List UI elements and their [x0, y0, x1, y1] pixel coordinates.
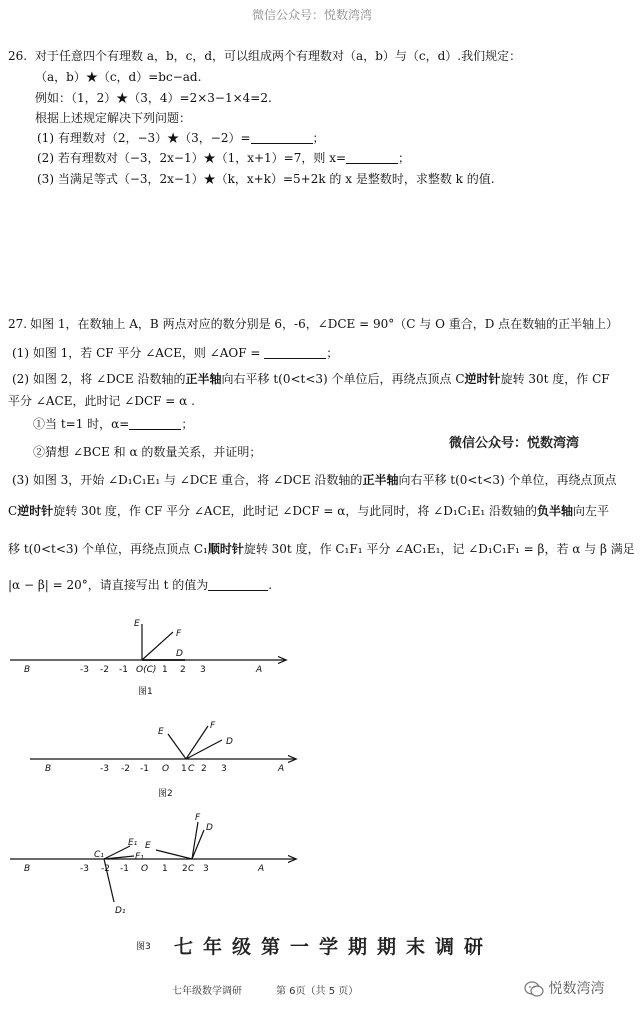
sub-question-text: (2) 若有理数对（−3，2x−1）★（1，x+1）=7，则 x=	[37, 151, 347, 165]
answer-blank[interactable]	[346, 151, 398, 164]
part-text: C	[8, 504, 18, 518]
tick-labels	[45, 764, 284, 774]
tick-label: 1	[162, 864, 168, 874]
label-f: F	[176, 629, 182, 639]
emphasis-text: 逆时针	[17, 504, 54, 518]
tick-label: -1	[120, 864, 129, 874]
tick-label: A	[258, 864, 265, 874]
tick-label: -1	[140, 764, 149, 774]
question-text-line: 对于任意四个有理数 a，b，c，d，可以组成两个有理数对（a，b）与（c，d）.我们规定：	[35, 49, 522, 63]
tick-label: O	[162, 764, 170, 774]
part-text: ①当 t=1 时，α=	[33, 417, 130, 431]
sub-question-3: (3) 当满足等式（−3，2x−1）★（k，x+k）=5+2k 的 x 是整数时，求整数 k 的值.	[37, 172, 495, 186]
question-intro: 如图 1，在数轴上 A，B 两点对应的数分别是 6，-6，∠DCE = 90°（C 与 O 重合，D 点在数轴的正半轴上）	[30, 317, 619, 331]
question-number: 27.	[8, 317, 28, 331]
tick-label: C	[188, 764, 195, 774]
part-text: 向右平移 t(0<t<3) 个单位，再绕点顶点	[398, 473, 617, 487]
punctuation: ；	[326, 346, 339, 360]
label-e: E	[145, 841, 151, 851]
part-text: 移 t(0<t<3) 个单位，再绕点顶点 C₁	[8, 542, 208, 556]
tick-label: -2	[121, 764, 130, 774]
part-3-line-1	[12, 472, 616, 488]
example-line: 例如：（1，2）★（3，4）=2×3−1×4=2.	[35, 91, 272, 105]
tick-label: 3	[203, 864, 209, 874]
part-text: |α − β| = 20°，请直接写出 t 的值为	[8, 578, 209, 592]
tick-labels	[24, 665, 262, 675]
label-d1: D₁	[115, 906, 126, 916]
tick-label: B	[45, 764, 52, 774]
part-2-ii: ②猜想 ∠BCE 和 α 的数量关系，并证明；	[33, 445, 262, 459]
page-number: 第 6页（共 5 页）	[276, 986, 359, 997]
part-text: 向左平	[573, 504, 610, 518]
definition-line: （a，b）★（c，d）=bc−ad.	[35, 70, 202, 84]
tick-label: B	[24, 864, 31, 874]
tick-label: -2	[101, 864, 110, 874]
ray-ce	[156, 850, 192, 859]
chat-bubbles-icon	[524, 980, 544, 998]
tick-label: 1	[181, 764, 187, 774]
emphasis-text: 正半轴	[362, 473, 399, 487]
tick-label: 3	[200, 665, 206, 675]
emphasis-text: 逆时针	[464, 372, 501, 386]
punctuation: .	[268, 578, 273, 592]
ray-cf	[142, 632, 173, 660]
part-text: (1) 如图 1，若 CF 平分 ∠ACE，则 ∠AOF =	[12, 346, 261, 360]
ray-cf	[192, 822, 198, 859]
brand-mark	[524, 978, 604, 998]
label-c1: C₁	[94, 850, 104, 860]
part-2-line-1	[12, 371, 610, 387]
label-d: D	[226, 737, 233, 747]
tick-label: B	[24, 665, 31, 675]
figure-caption: 图3	[136, 942, 151, 952]
exam-title: 七年级第一学期期末调研	[174, 936, 494, 958]
sub-question-1	[37, 130, 325, 146]
tick-label: O(C)	[136, 665, 157, 675]
answer-blank[interactable]	[251, 131, 313, 144]
figure-caption: 图2	[158, 789, 173, 799]
tick-label: 2	[180, 665, 186, 675]
label-d: D	[176, 649, 183, 659]
part-text: 向右平移 t(0<t<3) 个单位后，再绕点顶点 C	[221, 372, 465, 386]
ray-cd	[186, 740, 222, 759]
sub-question-2	[37, 150, 410, 166]
tick-label: -3	[80, 665, 89, 675]
tick-label: 2	[182, 864, 188, 874]
footer-left: 七年级数学调研	[172, 986, 242, 997]
label-f1: F₁	[135, 852, 144, 862]
brand-name: 悦数湾湾	[548, 981, 605, 997]
answer-blank[interactable]	[208, 578, 268, 591]
emphasis-text: 负半轴	[537, 504, 574, 518]
punctuation: ；	[312, 131, 325, 145]
tick-label: -3	[80, 864, 89, 874]
label-e: E	[158, 727, 164, 737]
part-2-line-2: 平分 ∠ACE，此时记 ∠DCF = α .	[8, 394, 195, 408]
part-text: 旋转 30t 度，作 CF 平分 ∠ACE，此时记 ∠DCF = α，与此同时，将 ∠D₁C₁E₁ 沿数轴的	[53, 504, 538, 518]
part-1	[12, 345, 338, 361]
label-f: F	[210, 721, 216, 731]
answer-blank[interactable]	[264, 346, 326, 359]
emphasis-text: 正半轴	[185, 372, 222, 386]
punctuation: ；	[181, 417, 194, 431]
figure-2	[0, 712, 300, 802]
header-watermark: 微信公众号：悦数湾湾	[252, 8, 373, 22]
part-text: (2) 如图 2，将 ∠DCE 沿数轴的	[12, 372, 186, 386]
tick-labels	[24, 864, 264, 874]
question-number: 26.	[8, 49, 28, 63]
tick-label: A	[256, 665, 263, 675]
ray-ce	[168, 734, 186, 759]
label-e: E	[134, 619, 140, 629]
label-e1: E₁	[128, 838, 138, 848]
instruction-line: 根据上述规定解决下列问题：	[35, 111, 192, 125]
ray-cf	[186, 726, 208, 759]
figure-1	[0, 612, 300, 702]
part-3-line-2	[8, 503, 609, 519]
tick-label: 2	[201, 764, 207, 774]
part-3-line-4	[8, 577, 272, 593]
part-text: 旋转 30t 度，作 C₁F₁ 平分 ∠AC₁E₁，记 ∠D₁C₁F₁ = β，若 α 与 β 满足	[243, 542, 635, 556]
figure-caption: 图1	[138, 687, 153, 697]
tick-label: C	[188, 864, 195, 874]
tick-label: -2	[100, 665, 109, 675]
part-text: (3) 如图 3，开始 ∠D₁C₁E₁ 与 ∠DCE 重合，将 ∠DCE 沿数轴的	[12, 473, 363, 487]
punctuation: ；	[398, 151, 411, 165]
part-2-i	[33, 416, 193, 432]
part-3-line-3	[8, 541, 635, 557]
label-d: D	[206, 823, 213, 833]
sub-question-text: (1) 有理数对（2，−3）★（3，−2）=	[37, 131, 251, 145]
emphasis-text: 顺时针	[207, 542, 244, 556]
tick-label: -1	[119, 665, 128, 675]
answer-blank[interactable]	[129, 417, 181, 430]
label-f: F	[195, 813, 201, 823]
tick-label: 1	[162, 665, 168, 675]
tick-label: 3	[221, 764, 227, 774]
tick-label: A	[278, 764, 285, 774]
part-text: 旋转 30t 度，作 CF	[500, 372, 610, 386]
mid-watermark: 微信公众号：悦数湾湾	[449, 436, 580, 451]
tick-label: O	[141, 864, 149, 874]
tick-label: -3	[100, 764, 109, 774]
